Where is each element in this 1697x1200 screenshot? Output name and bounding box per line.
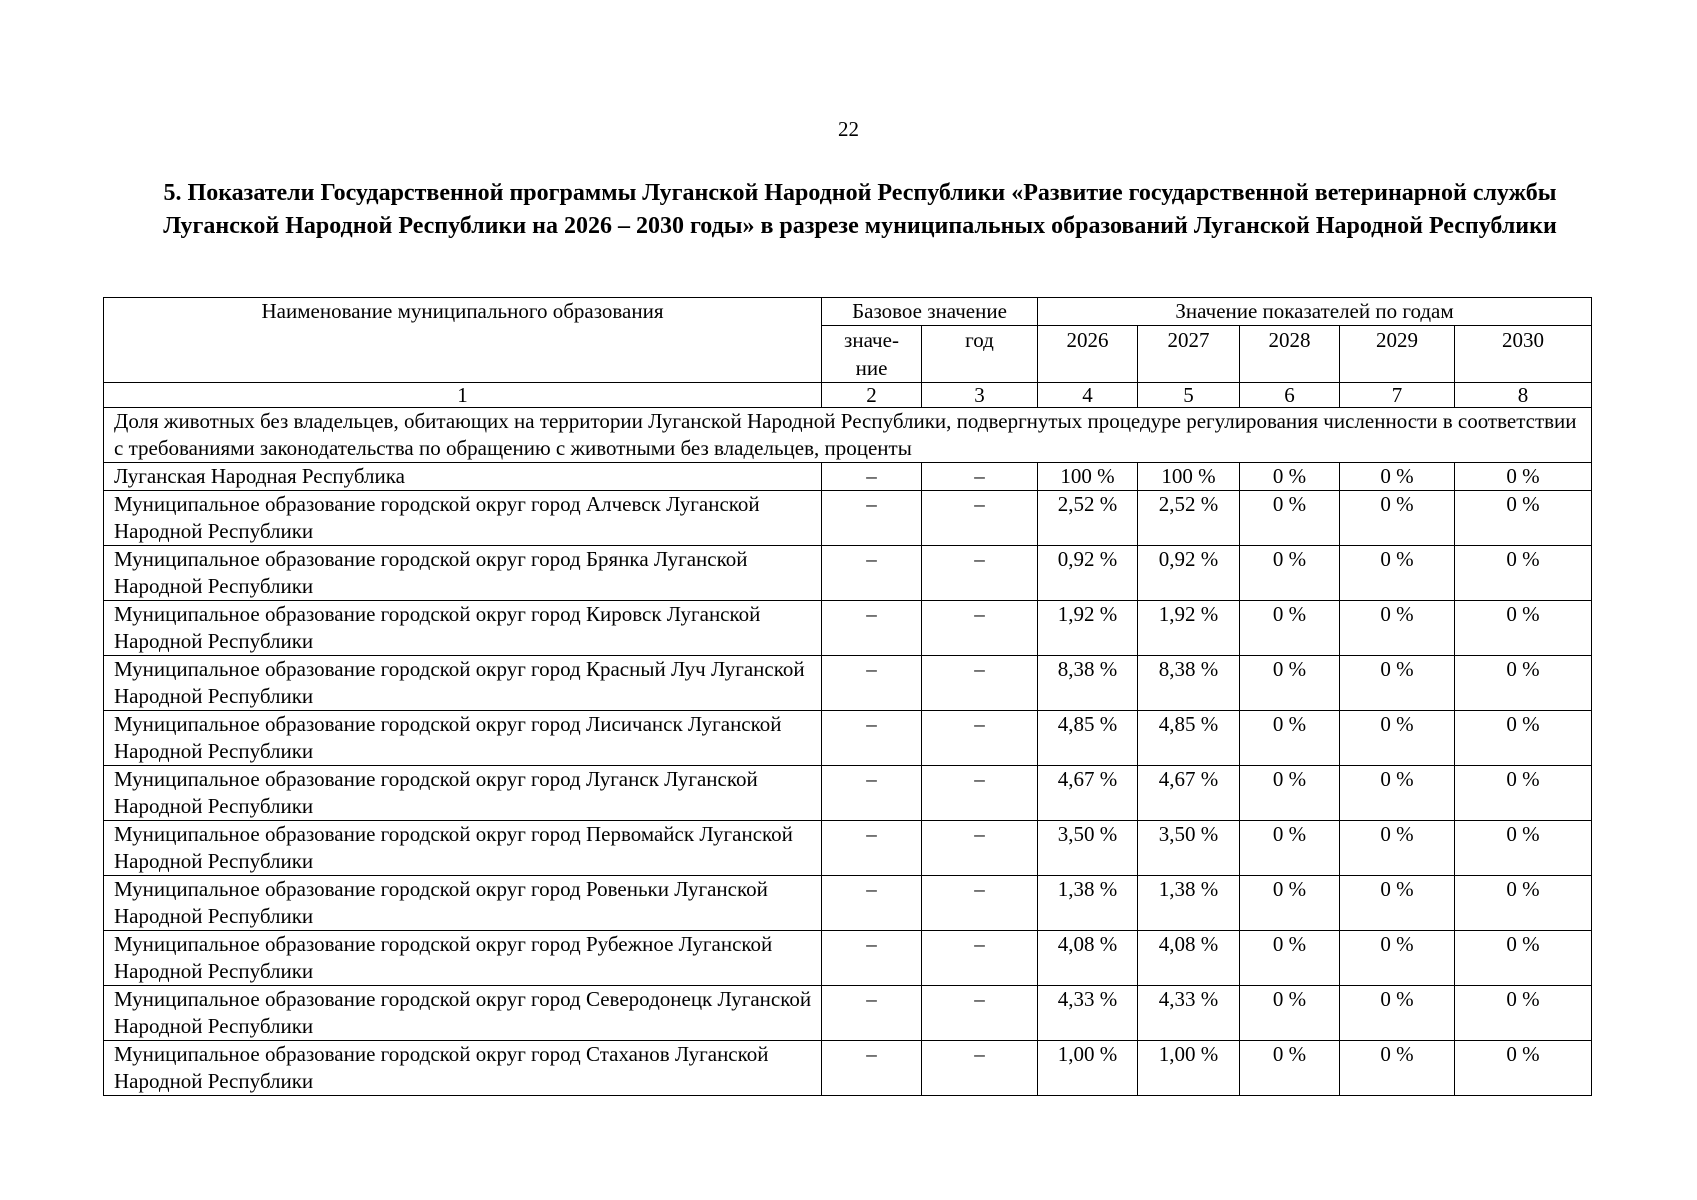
document-title: 5. Показатели Государственной программы Луганской Народной Республики «Развитие государственной ветеринарной службы Луганской Народной Республики на 2026 – 2030 годы» в разрезе муниципальных образований Луганской Народной Республики [163, 180, 1557, 239]
base-value-cell: – [822, 876, 922, 931]
column-number: 5 [1138, 383, 1240, 408]
base-year-cell: – [922, 931, 1038, 986]
value-2027-cell: 2,52 % [1138, 491, 1240, 546]
page-number: 22 [838, 117, 859, 141]
value-2028-cell: 0 % [1240, 546, 1340, 601]
value-2030-cell: 0 % [1455, 821, 1592, 876]
value-2026-cell: 4,85 % [1038, 711, 1138, 766]
table-row [104, 1041, 1592, 1096]
value-2026-cell: 4,08 % [1038, 931, 1138, 986]
base-value-cell: – [822, 463, 922, 491]
header-base-value: значе-ние [822, 326, 922, 383]
base-value-cell: – [822, 601, 922, 656]
value-2030-cell: 0 % [1455, 491, 1592, 546]
value-2028-cell: 0 % [1240, 601, 1340, 656]
header-base-year: год [922, 326, 1038, 383]
value-2030-cell: 0 % [1455, 766, 1592, 821]
municipality-name: Муниципальное образование городской округ город Лисичанск Луганской Народной Республики [104, 711, 822, 766]
header-name: Наименование муниципального образования [104, 298, 822, 383]
municipality-name: Муниципальное образование городской округ город Брянка Луганской Народной Республики [104, 546, 822, 601]
header-year-2027: 2027 [1138, 326, 1240, 383]
base-year-cell: – [922, 1041, 1038, 1096]
value-2029-cell: 0 % [1340, 766, 1455, 821]
value-2029-cell: 0 % [1340, 876, 1455, 931]
value-2029-cell: 0 % [1340, 1041, 1455, 1096]
base-value-cell: – [822, 656, 922, 711]
value-2030-cell: 0 % [1455, 711, 1592, 766]
table-row [104, 546, 1592, 601]
value-2026-cell: 0,92 % [1038, 546, 1138, 601]
value-2027-cell: 1,38 % [1138, 876, 1240, 931]
municipality-name: Муниципальное образование городской округ город Стаханов Луганской Народной Республики [104, 1041, 822, 1096]
value-2030-cell: 0 % [1455, 656, 1592, 711]
header-row-1 [104, 298, 1592, 326]
value-2029-cell: 0 % [1340, 986, 1455, 1041]
table-row [104, 711, 1592, 766]
value-2026-cell: 100 % [1038, 463, 1138, 491]
value-2027-cell: 0,92 % [1138, 546, 1240, 601]
value-2026-cell: 1,92 % [1038, 601, 1138, 656]
base-year-cell: – [922, 821, 1038, 876]
table-row [104, 986, 1592, 1041]
value-2027-cell: 4,33 % [1138, 986, 1240, 1041]
value-2026-cell: 4,33 % [1038, 986, 1138, 1041]
municipality-name: Муниципальное образование городской округ город Северодонецк Луганской Народной Республики [104, 986, 822, 1041]
header-base-group: Базовое значение [822, 298, 1038, 326]
value-2026-cell: 1,00 % [1038, 1041, 1138, 1096]
column-number: 1 [104, 383, 822, 408]
column-number: 8 [1455, 383, 1592, 408]
value-2027-cell: 3,50 % [1138, 821, 1240, 876]
value-2028-cell: 0 % [1240, 821, 1340, 876]
base-value-cell: – [822, 546, 922, 601]
column-number: 2 [822, 383, 922, 408]
table-row [104, 656, 1592, 711]
value-2026-cell: 3,50 % [1038, 821, 1138, 876]
value-2026-cell: 2,52 % [1038, 491, 1138, 546]
value-2030-cell: 0 % [1455, 601, 1592, 656]
value-2027-cell: 100 % [1138, 463, 1240, 491]
value-2029-cell: 0 % [1340, 601, 1455, 656]
header-year-2028: 2028 [1240, 326, 1340, 383]
table-row [104, 821, 1592, 876]
value-2028-cell: 0 % [1240, 1041, 1340, 1096]
base-year-cell: – [922, 711, 1038, 766]
value-2028-cell: 0 % [1240, 876, 1340, 931]
table-row [104, 491, 1592, 546]
base-year-cell: – [922, 986, 1038, 1041]
header-years-group: Значение показателей по годам [1038, 298, 1592, 326]
value-2030-cell: 0 % [1455, 1041, 1592, 1096]
value-2028-cell: 0 % [1240, 463, 1340, 491]
table-row [104, 463, 1592, 491]
value-2027-cell: 4,08 % [1138, 931, 1240, 986]
base-value-cell: – [822, 491, 922, 546]
base-value-cell: – [822, 766, 922, 821]
section-title: Доля животных без владельцев, обитающих на территории Луганской Народной Республики, подвергнутых процедуре регулирования численности в соответствии с требованиями законодательства по обращению с животными без владельцев, проценты [104, 408, 1592, 463]
column-number: 3 [922, 383, 1038, 408]
value-2029-cell: 0 % [1340, 546, 1455, 601]
value-2029-cell: 0 % [1340, 656, 1455, 711]
base-year-cell: – [922, 546, 1038, 601]
municipality-name: Муниципальное образование городской округ город Кировск Луганской Народной Республики [104, 601, 822, 656]
base-value-cell: – [822, 821, 922, 876]
table-row [104, 931, 1592, 986]
value-2030-cell: 0 % [1455, 986, 1592, 1041]
value-2028-cell: 0 % [1240, 986, 1340, 1041]
value-2028-cell: 0 % [1240, 711, 1340, 766]
column-number: 6 [1240, 383, 1340, 408]
header-year-2030: 2030 [1455, 326, 1592, 383]
value-2029-cell: 0 % [1340, 711, 1455, 766]
value-2028-cell: 0 % [1240, 491, 1340, 546]
value-2030-cell: 0 % [1455, 931, 1592, 986]
value-2028-cell: 0 % [1240, 931, 1340, 986]
column-number-row [104, 383, 1592, 408]
table-row [104, 601, 1592, 656]
municipality-name: Муниципальное образование городской округ город Первомайск Луганской Народной Республики [104, 821, 822, 876]
column-number: 4 [1038, 383, 1138, 408]
base-year-cell: – [922, 656, 1038, 711]
value-2028-cell: 0 % [1240, 766, 1340, 821]
value-2026-cell: 8,38 % [1038, 656, 1138, 711]
value-2027-cell: 1,92 % [1138, 601, 1240, 656]
base-value-cell: – [822, 931, 922, 986]
base-year-cell: – [922, 766, 1038, 821]
value-2027-cell: 8,38 % [1138, 656, 1240, 711]
header-year-2026: 2026 [1038, 326, 1138, 383]
municipality-name: Муниципальное образование городской округ город Красный Луч Луганской Народной Республики [104, 656, 822, 711]
base-value-cell: – [822, 711, 922, 766]
indicators-table [103, 297, 1592, 1096]
value-2029-cell: 0 % [1340, 931, 1455, 986]
value-2027-cell: 4,85 % [1138, 711, 1240, 766]
municipality-name: Муниципальное образование городской округ город Луганск Луганской Народной Республики [104, 766, 822, 821]
base-year-cell: – [922, 601, 1038, 656]
value-2030-cell: 0 % [1455, 546, 1592, 601]
municipality-name: Муниципальное образование городской округ город Рубежное Луганской Народной Республики [104, 931, 822, 986]
value-2030-cell: 0 % [1455, 463, 1592, 491]
value-2029-cell: 0 % [1340, 463, 1455, 491]
municipality-name: Луганская Народная Республика [104, 463, 822, 491]
table-row [104, 876, 1592, 931]
value-2026-cell: 1,38 % [1038, 876, 1138, 931]
municipality-name: Муниципальное образование городской округ город Алчевск Луганской Народной Республики [104, 491, 822, 546]
value-2028-cell: 0 % [1240, 656, 1340, 711]
column-number: 7 [1340, 383, 1455, 408]
base-value-cell: – [822, 1041, 922, 1096]
value-2030-cell: 0 % [1455, 876, 1592, 931]
value-2029-cell: 0 % [1340, 821, 1455, 876]
value-2026-cell: 4,67 % [1038, 766, 1138, 821]
value-2029-cell: 0 % [1340, 491, 1455, 546]
value-2027-cell: 4,67 % [1138, 766, 1240, 821]
value-2027-cell: 1,00 % [1138, 1041, 1240, 1096]
base-year-cell: – [922, 463, 1038, 491]
base-year-cell: – [922, 491, 1038, 546]
base-year-cell: – [922, 876, 1038, 931]
table-row [104, 766, 1592, 821]
section-row [104, 408, 1592, 463]
header-year-2029: 2029 [1340, 326, 1455, 383]
municipality-name: Муниципальное образование городской округ город Ровеньки Луганской Народной Республики [104, 876, 822, 931]
base-value-cell: – [822, 986, 922, 1041]
